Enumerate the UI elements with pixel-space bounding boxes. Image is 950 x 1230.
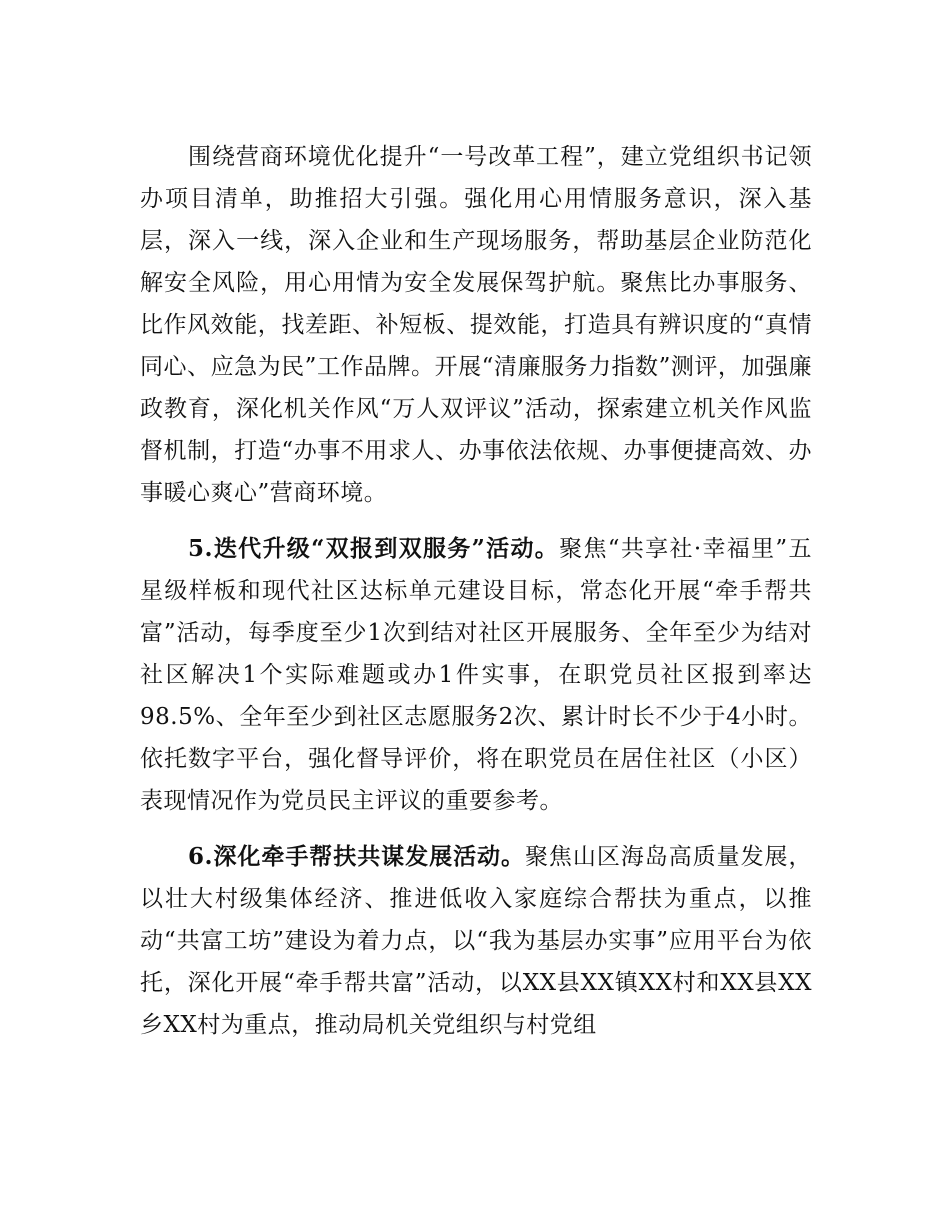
paragraph-heading: 6.深化牵手帮扶共谋发展活动。 xyxy=(188,843,525,870)
paragraph-text: 聚焦山区海岛高质量发展，以壮大村级集体经济、推进低收入家庭综合帮扶为重点，以推动“共富工坊”建设为着力点，以“我为基层办实事”应用平台为依托，深化开展“牵手帮共富”活动，以XX县XX镇XX村和XX县XX乡XX村为重点，推动局机关党组织与村党组 xyxy=(140,844,813,1038)
paragraph-item-5 xyxy=(140,528,812,822)
paragraph-text: 围绕营商环境优化提升“一号改革工程”，建立党组织书记领办项目清单，助推招大引强。强化用心用情服务意识，深入基层，深入一线，深入企业和生产现场服务，帮助基层企业防范化解安全风险，用心用情为安全发展保驾护航。聚焦比办事服务、比作风效能，找差距、补短板、提效能，打造具有辨识度的“真情同心、应急为民”工作品牌。开展“清廉服务力指数”测评，加强廉政教育，深化机关作风“万人双评议”活动，探索建立机关作风监督机制，打造“办事不用求人、办事依法依规、办事便捷高效、办事暖心爽心”营商环境。 xyxy=(140,144,812,506)
paragraph-item-6 xyxy=(140,836,812,1046)
paragraph-text: 聚焦“共享社·幸福里”五星级样板和现代社区达标单元建设目标，常态化开展“牵手帮共富”活动，每季度至少1次到结对社区开展服务、全年至少为结对社区解决1个实际难题或办1件实事，在职党员社区报到率达98.5%、全年至少到社区志愿服务2次、累计时长不少于4小时。依托数字平台，强化督导评价，将在职党员在居住社区（小区）表现情况作为党员民主评议的重要参考。 xyxy=(140,536,812,814)
document-body xyxy=(140,136,812,1046)
paragraph-business-environment xyxy=(140,136,812,514)
paragraph-heading: 5.迭代升级“双报到双服务”活动。 xyxy=(188,535,560,562)
